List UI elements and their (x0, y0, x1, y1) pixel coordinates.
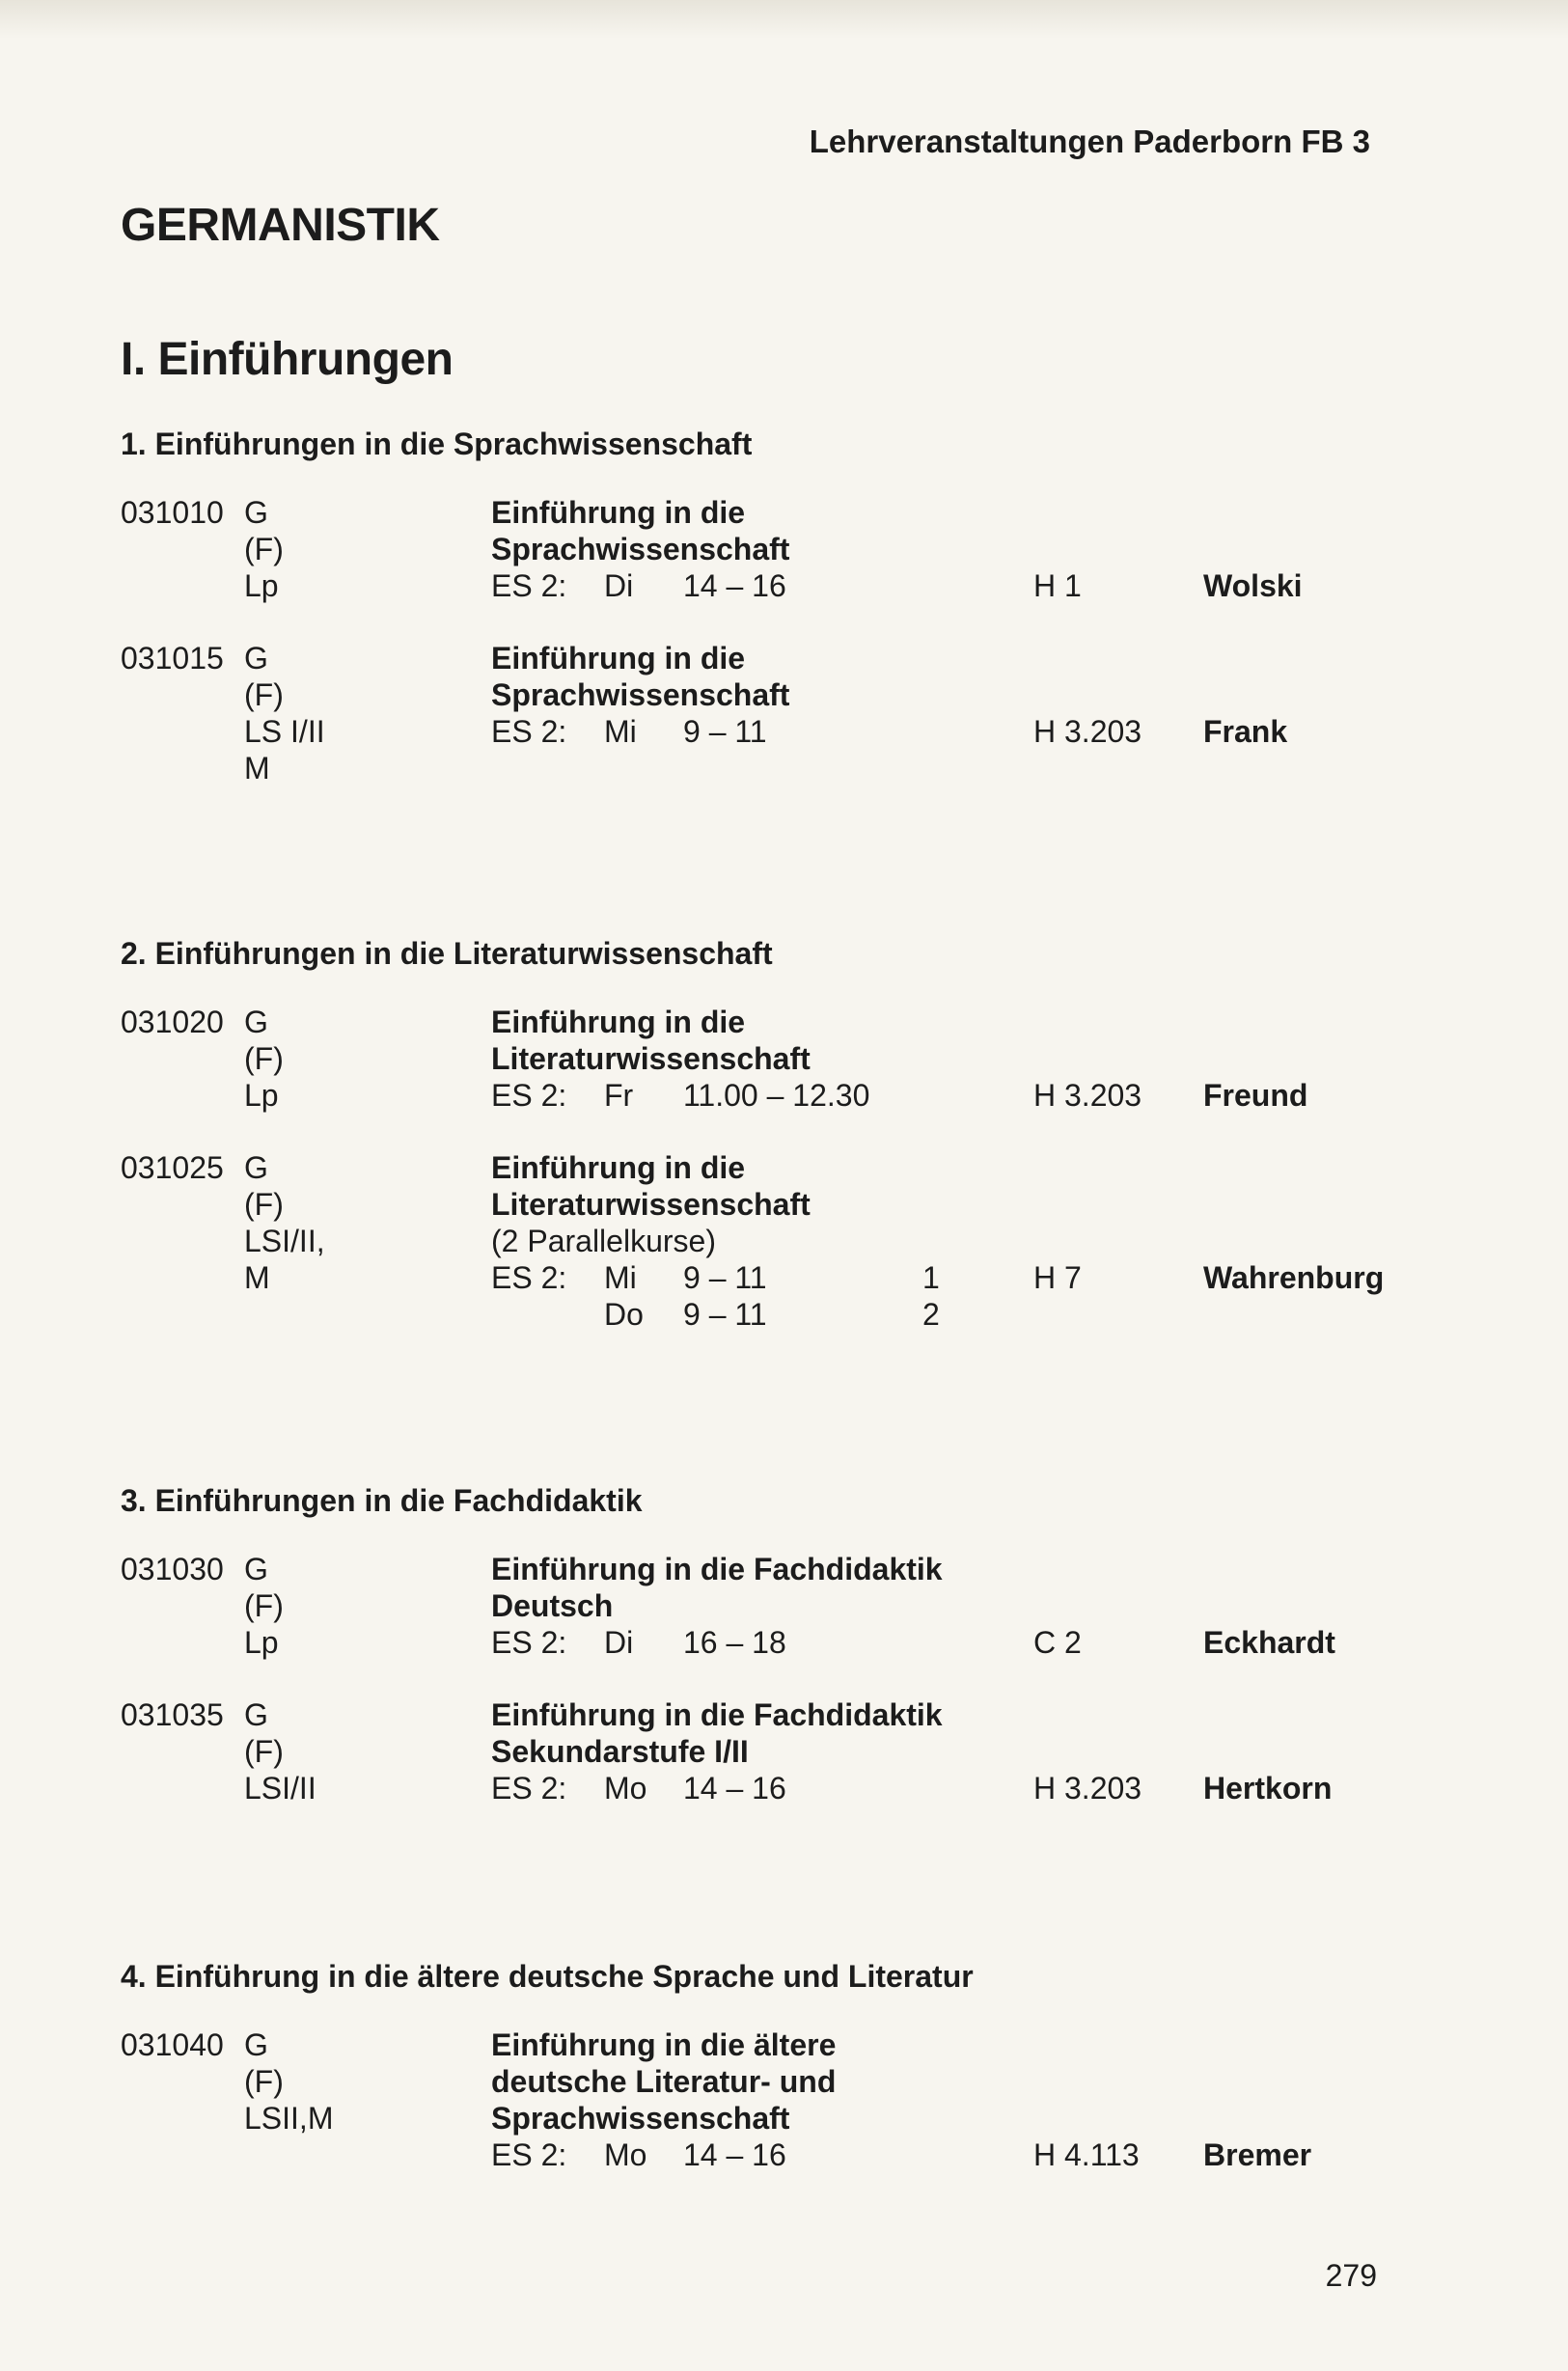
course-category: G (244, 641, 268, 675)
course-entry (121, 1551, 1414, 1661)
lecturer: Wolski (1203, 568, 1303, 603)
subsection-aeltere-sprache (121, 1957, 1414, 2209)
course-category: (F) (244, 1588, 284, 1623)
course-entry (121, 1004, 1414, 1114)
subsection-title: 1. Einführungen in die Sprachwissenschaft (121, 427, 753, 461)
lecturer (1203, 531, 1414, 567)
session-hours: ES 2: (491, 1771, 567, 1806)
room (1033, 750, 1203, 786)
session-hours: ES 2: (491, 568, 567, 603)
entry-line (121, 494, 1414, 531)
course-cell (491, 494, 1033, 531)
course-number (121, 1587, 244, 1624)
course-category: Lp (244, 1625, 279, 1660)
session-day: Mo (604, 1771, 647, 1806)
course-category: G (244, 1005, 268, 1039)
course-category: LSII,M (244, 2101, 334, 2136)
course-title: Einführung in die Fachdidaktik (491, 1552, 943, 1586)
session-group: 1 (922, 1260, 940, 1295)
course-title: Literaturwissenschaft (491, 1187, 811, 1222)
course-number (121, 2137, 244, 2173)
course-list (121, 494, 1414, 786)
course-number: 031015 (121, 641, 224, 675)
session-day: Di (604, 568, 634, 603)
page-title: GERMANISTIK (121, 200, 440, 251)
course-category: G (244, 1150, 268, 1185)
lecturer (1203, 1040, 1414, 1077)
session-day: Do (604, 1297, 644, 1332)
course-category: (F) (244, 677, 284, 712)
course-number: 031035 (121, 1697, 224, 1732)
course-number: 031030 (121, 1552, 224, 1586)
course-category: G (244, 495, 268, 530)
session-hours: ES 2: (491, 1078, 567, 1113)
course-title: Einführung in die ältere (491, 2027, 837, 2062)
lecturer (1203, 1004, 1414, 1040)
course-title: Einführung in die (491, 1005, 746, 1039)
session-time: 9 – 11 (683, 714, 767, 749)
lecturer (1203, 1587, 1414, 1624)
page-edge-shadow (0, 0, 1568, 39)
course-category: (F) (244, 532, 284, 566)
course-cell (491, 1696, 1033, 1733)
course-category: M (244, 751, 270, 786)
course-number: 031010 (121, 495, 224, 530)
course-cell (491, 2063, 1033, 2100)
entry-line (121, 1259, 1414, 1296)
lecturer (1203, 2026, 1414, 2063)
course-cell (491, 640, 1033, 676)
course-category: (F) (244, 2064, 284, 2099)
session-time: 14 – 16 (683, 1771, 786, 1806)
course-cell (491, 1004, 1033, 1040)
room: H 3.203 (1033, 1078, 1142, 1113)
course-number (121, 676, 244, 713)
course-cell (491, 1223, 1033, 1259)
course-number (121, 1624, 244, 1661)
room (1033, 1587, 1203, 1624)
course-cell (491, 1551, 1033, 1587)
course-number (121, 2100, 244, 2137)
course-number (121, 1223, 244, 1259)
course-cell (491, 1077, 1033, 1114)
entry-line (121, 1551, 1414, 1587)
room: H 7 (1033, 1260, 1082, 1295)
course-number: 031040 (121, 2027, 224, 2062)
lecturer (1203, 1296, 1414, 1333)
course-category (244, 1296, 491, 1333)
course-category: LS I/II (244, 714, 325, 749)
course-entry (121, 640, 1414, 786)
course-title: Sekundarstufe I/II (491, 1734, 749, 1769)
subsection-title: 4. Einführung in die ältere deutsche Sprache und Literatur (121, 1959, 974, 1994)
lecturer: Bremer (1203, 2137, 1312, 2172)
lecturer: Eckhardt (1203, 1625, 1335, 1660)
session-time: 14 – 16 (683, 2137, 786, 2172)
entry-line (121, 1149, 1414, 1186)
subsection-title: 2. Einführungen in die Literaturwissenschaft (121, 936, 773, 971)
course-category: M (244, 1260, 270, 1295)
entry-line (121, 1077, 1414, 1114)
session-hours: ES 2: (491, 1260, 567, 1295)
course-title: Sprachwissenschaft (491, 677, 790, 712)
course-title: Literaturwissenschaft (491, 1041, 811, 1076)
session-hours: ES 2: (491, 714, 567, 749)
session-hours: ES 2: (491, 1625, 567, 1660)
course-cell (491, 1259, 1033, 1296)
course-entry (121, 494, 1414, 604)
course-list (121, 1551, 1414, 1806)
entry-line (121, 567, 1414, 604)
course-cell (491, 531, 1033, 567)
course-category: G (244, 1697, 268, 1732)
session-time: 14 – 16 (683, 568, 786, 603)
room (1033, 2026, 1203, 2063)
course-entry (121, 1149, 1414, 1333)
session-time: 9 – 11 (683, 1297, 767, 1332)
course-cell (491, 1587, 1033, 1624)
course-category: (F) (244, 1041, 284, 1076)
course-cell (491, 1296, 1033, 1333)
course-entry (121, 2026, 1414, 2173)
lecturer: Hertkorn (1203, 1771, 1333, 1806)
course-number (121, 1259, 244, 1296)
course-cell (491, 1624, 1033, 1661)
lecturer (1203, 676, 1414, 713)
room: H 3.203 (1033, 1771, 1142, 1806)
entry-line (121, 1624, 1414, 1661)
course-number (121, 531, 244, 567)
course-title: deutsche Literatur- und (491, 2064, 837, 2099)
course-number: 031020 (121, 1005, 224, 1039)
course-number (121, 1077, 244, 1114)
course-number (121, 2063, 244, 2100)
course-cell (491, 676, 1033, 713)
room (1033, 2063, 1203, 2100)
room (1033, 1149, 1203, 1186)
entry-line (121, 750, 1414, 786)
course-title: Einführung in die (491, 641, 746, 675)
course-note: (2 Parallelkurse) (491, 1224, 716, 1258)
course-cell (491, 1733, 1033, 1770)
entry-line (121, 713, 1414, 750)
lecturer (1203, 1223, 1414, 1259)
course-category: G (244, 1552, 268, 1586)
entry-line (121, 2063, 1414, 2100)
course-category: (F) (244, 1187, 284, 1222)
session-day: Fr (604, 1078, 634, 1113)
lecturer (1203, 1551, 1414, 1587)
course-cell (491, 2137, 1033, 2173)
course-title: Sprachwissenschaft (491, 532, 790, 566)
course-number (121, 1296, 244, 1333)
course-cell (491, 2026, 1033, 2063)
room (1033, 1004, 1203, 1040)
entry-line (121, 1186, 1414, 1223)
course-cell (491, 1149, 1033, 1186)
entry-line (121, 1040, 1414, 1077)
session-time: 11.00 – 12.30 (683, 1078, 870, 1113)
room (1033, 1733, 1203, 1770)
course-entry (121, 1696, 1414, 1806)
course-number (121, 1770, 244, 1806)
course-cell (491, 1770, 1033, 1806)
entry-line (121, 640, 1414, 676)
course-title: Einführung in die (491, 495, 746, 530)
session-day: Mi (604, 1260, 637, 1295)
course-number (121, 750, 244, 786)
course-cell (491, 713, 1033, 750)
session-day: Di (604, 1625, 634, 1660)
room (1033, 640, 1203, 676)
course-category: Lp (244, 568, 279, 603)
lecturer (1203, 640, 1414, 676)
course-cell (491, 750, 1033, 786)
course-cell (491, 567, 1033, 604)
room (1033, 531, 1203, 567)
room: H 1 (1033, 568, 1082, 603)
course-number: 031025 (121, 1150, 224, 1185)
lecturer (1203, 750, 1414, 786)
room (1033, 1040, 1203, 1077)
lecturer (1203, 1696, 1414, 1733)
room: H 4.113 (1033, 2137, 1140, 2172)
course-category (244, 2137, 491, 2173)
subsection-sprachwissenschaft (121, 425, 1414, 822)
room (1033, 1296, 1203, 1333)
room: C 2 (1033, 1625, 1082, 1660)
room: H 3.203 (1033, 714, 1142, 749)
entry-line (121, 1296, 1414, 1333)
course-cell (491, 1040, 1033, 1077)
entry-line (121, 1223, 1414, 1259)
lecturer (1203, 1149, 1414, 1186)
course-category: (F) (244, 1734, 284, 1769)
page-number: 279 (1325, 2258, 1377, 2293)
subsection-title: 3. Einführungen in die Fachdidaktik (121, 1483, 643, 1518)
lecturer (1203, 2063, 1414, 2100)
room (1033, 676, 1203, 713)
course-category: LSI/II, (244, 1224, 325, 1258)
course-title: Einführung in die (491, 1150, 746, 1185)
entry-line (121, 1733, 1414, 1770)
entry-line (121, 2026, 1414, 2063)
running-head: Lehrveranstaltungen Paderborn FB 3 (809, 124, 1370, 159)
entry-line (121, 1004, 1414, 1040)
lecturer (1203, 2100, 1414, 2137)
course-title: Deutsch (491, 1588, 614, 1623)
course-number (121, 1733, 244, 1770)
room (1033, 1551, 1203, 1587)
lecturer (1203, 1733, 1414, 1770)
course-list (121, 1004, 1414, 1333)
course-number (121, 1186, 244, 1223)
entry-line (121, 1770, 1414, 1806)
course-cell (491, 1186, 1033, 1223)
session-time: 16 – 18 (683, 1625, 786, 1660)
course-number (121, 1040, 244, 1077)
lecturer: Frank (1203, 714, 1288, 749)
section-heading: I. Einführungen (121, 334, 454, 385)
room (1033, 2100, 1203, 2137)
subsection-literaturwissenschaft (121, 934, 1414, 1368)
room (1033, 1223, 1203, 1259)
session-group: 2 (922, 1297, 940, 1332)
session-day: Mo (604, 2137, 647, 2172)
lecturer (1203, 1186, 1414, 1223)
course-title: Einführung in die Fachdidaktik (491, 1697, 943, 1732)
entry-line (121, 1696, 1414, 1733)
entry-line (121, 531, 1414, 567)
lecturer: Freund (1203, 1078, 1308, 1113)
course-category: LSI/II (244, 1771, 316, 1806)
course-category: G (244, 2027, 268, 2062)
course-cell (491, 2100, 1033, 2137)
entry-line (121, 2100, 1414, 2137)
course-title: Sprachwissenschaft (491, 2101, 790, 2136)
lecturer: Wahrenburg (1203, 1260, 1385, 1295)
entry-line (121, 676, 1414, 713)
course-number (121, 567, 244, 604)
lecturer (1203, 494, 1414, 531)
course-number (121, 713, 244, 750)
room (1033, 494, 1203, 531)
session-time: 9 – 11 (683, 1260, 767, 1295)
course-category: Lp (244, 1078, 279, 1113)
session-hours: ES 2: (491, 2137, 567, 2172)
session-day: Mi (604, 714, 637, 749)
subsection-fachdidaktik (121, 1481, 1414, 1842)
room (1033, 1186, 1203, 1223)
entry-line (121, 2137, 1414, 2173)
course-list (121, 2026, 1414, 2173)
room (1033, 1696, 1203, 1733)
entry-line (121, 1587, 1414, 1624)
